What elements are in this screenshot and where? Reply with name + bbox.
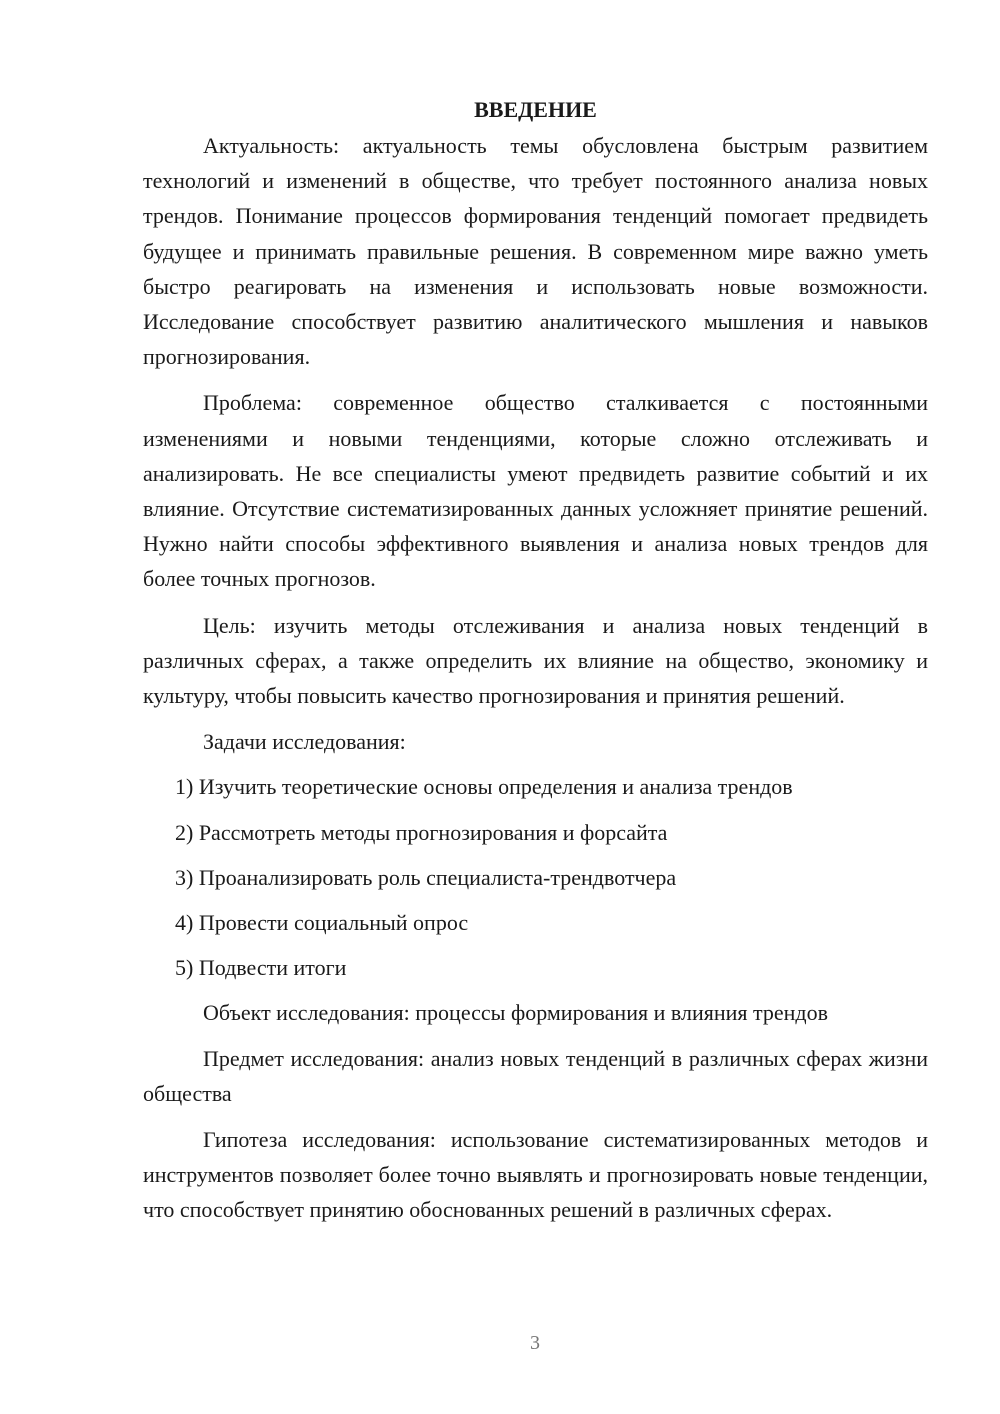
paragraph-subject: Предмет исследования: анализ новых тенденций в различных сферах жизни общества [143,1045,928,1106]
paragraph-object: Объект исследования: процессы формирования и влияния трендов [203,1000,829,1026]
tasks-list [143,769,928,985]
task-item: 3) Проанализировать роль специалиста-трендвотчера [175,864,677,890]
paragraph-hypothesis: Гипотеза исследования: использование систематизированных методов и инструментов позволяет более точно выявлять и прогнозировать новые тенденции, что способствует принятию обоснованных решений в различных сферах. [143,1127,928,1223]
task-item: 5) Подвести итоги [175,955,347,981]
paragraph-problem: Проблема: современное общество сталкивается с постоянными изменениями и новыми тенденциями, которые сложно отслеживать и анализировать. Не все специалисты умеют предвидеть развитие событий и их влияние. Отсутствие систематизированных данных усложняет принятие решений. Нужно найти способы эффективного выявления и анализа новых трендов для более точных прогнозов. [143,390,928,592]
page-title: ВВЕДЕНИЕ [474,97,597,122]
task-item: 2) Рассмотреть методы прогнозирования и форсайта [175,819,668,845]
paragraph-relevance: Актуальность: актуальность темы обусловлена быстрым развитием технологий и изменений в обществе, что требует постоянного анализа новых трендов. Понимание процессов формирования тенденций помогает предвидеть будущее и принимать правильные решения. В современном мире важно уметь быстро реагировать на изменения и использовать новые возможности. Исследование способствует развитию аналитического мышления и навыков прогнозирования. [143,133,928,370]
task-item: 1) Изучить теоретические основы определения и анализа трендов [175,774,793,800]
task-item: 4) Провести социальный опрос [175,910,469,936]
page-number: 3 [530,1332,540,1354]
paragraph-goal: Цель: изучить методы отслеживания и анализа новых тенденций в различных сферах, а также определить их влияние на общество, экономику и культуру, чтобы повысить качество прогнозирования и принятия решений. [143,612,928,709]
tasks-heading: Задачи исследования: [203,729,406,755]
document-page [143,92,928,1239]
